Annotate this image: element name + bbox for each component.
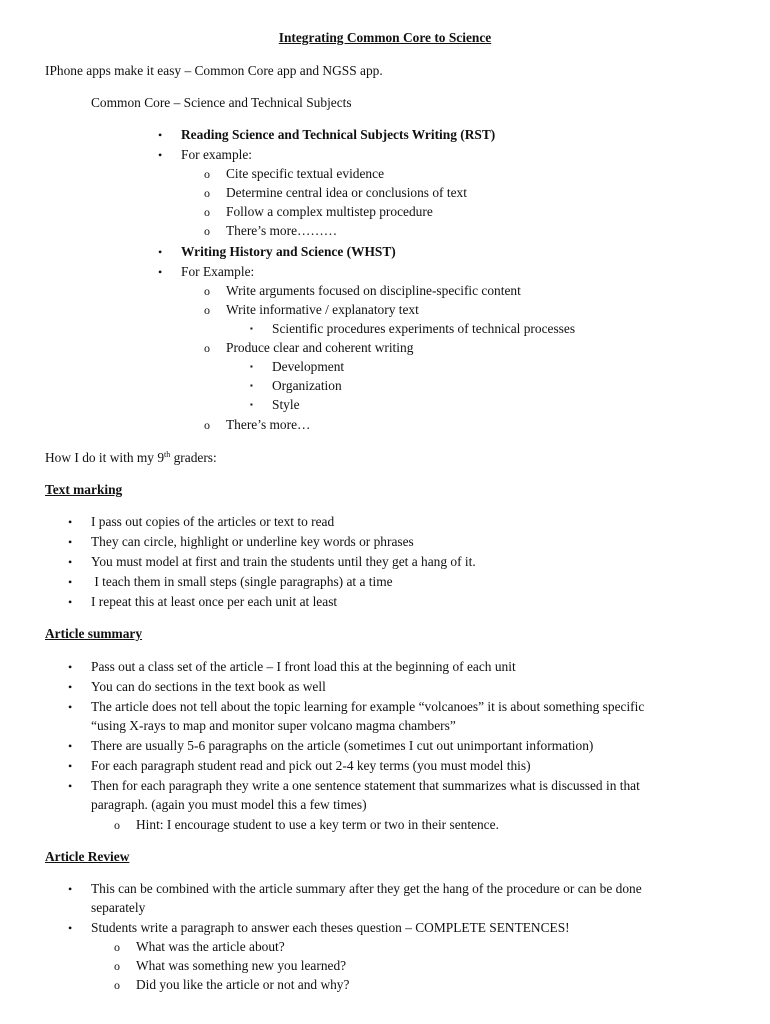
bullet-icon: • xyxy=(158,245,163,259)
list-item: Hint: I encourage student to use a key term or two in their sentence. xyxy=(136,817,499,832)
circle-bullet-icon: o xyxy=(114,818,120,832)
list-item: They can circle, highlight or underline key words or phrases xyxy=(91,534,414,549)
circle-bullet-icon: o xyxy=(114,959,120,973)
section-heading-text-marking: Text marking xyxy=(45,482,123,497)
list-item: Follow a complex multistep procedure xyxy=(226,204,433,219)
bullet-icon: • xyxy=(68,515,73,529)
list-item: Did you like the article or not and why? xyxy=(136,977,350,992)
document-title: Integrating Common Core to Science xyxy=(278,30,492,45)
list-item-continuation: “using X-rays to map and monitor super volcano magma chambers” xyxy=(91,718,456,733)
square-bullet-icon: ▪ xyxy=(250,400,253,409)
list-item-continuation: separately xyxy=(91,900,146,915)
whst-label: Writing History and Science (WHST) xyxy=(181,244,396,259)
list-item: Students write a paragraph to answer each theses question – COMPLETE SENTENCES! xyxy=(91,920,570,935)
list-item: There are usually 5-6 paragraphs on the article (sometimes I cut out unimportant information) xyxy=(91,738,594,753)
how-line-superscript: th xyxy=(164,450,171,459)
circle-bullet-icon: o xyxy=(204,418,210,432)
rst-example-label: For example: xyxy=(181,147,253,162)
bullet-icon: • xyxy=(68,595,73,609)
bullet-icon: • xyxy=(68,779,73,793)
list-item: The article does not tell about the topic learning for example “volcanoes” it is about something specific xyxy=(91,699,645,714)
whst-example-label: For Example: xyxy=(181,264,255,279)
square-bullet-icon: ▪ xyxy=(250,381,253,390)
bullet-icon: • xyxy=(68,555,73,569)
circle-bullet-icon: o xyxy=(204,341,210,355)
circle-bullet-icon: o xyxy=(204,205,210,219)
list-item: Determine central idea or conclusions of text xyxy=(226,185,467,200)
circle-bullet-icon: o xyxy=(204,284,210,298)
intro-line: IPhone apps make it easy – Common Core app and NGSS app. xyxy=(45,63,383,78)
list-item: Cite specific textual evidence xyxy=(226,166,385,181)
list-item: Write informative / explanatory text xyxy=(226,302,419,317)
square-bullet-icon: ▪ xyxy=(250,362,253,371)
bullet-icon: • xyxy=(68,575,73,589)
circle-bullet-icon: o xyxy=(114,978,120,992)
list-item: For each paragraph student read and pick out 2-4 key terms (you must model this) xyxy=(91,758,531,773)
bullet-icon: • xyxy=(68,680,73,694)
bullet-icon: • xyxy=(68,921,73,935)
list-item: Development xyxy=(272,359,345,374)
bullet-icon: • xyxy=(158,128,163,142)
list-item: I teach them in small steps (single paragraphs) at a time xyxy=(91,574,393,589)
how-line-text: How I do it with my 9 xyxy=(45,450,165,465)
list-item: There’s more……… xyxy=(226,223,338,238)
bullet-icon: • xyxy=(158,148,163,162)
common-core-heading: Common Core – Science and Technical Subjects xyxy=(91,95,352,110)
list-item: Write arguments focused on discipline-specific content xyxy=(226,283,521,298)
list-item: I pass out copies of the articles or text to read xyxy=(91,514,335,529)
list-item: Then for each paragraph they write a one sentence statement that summarizes what is discussed in that xyxy=(91,778,640,793)
list-item-continuation: paragraph. (again you must model this a few times) xyxy=(91,797,367,812)
list-item: Organization xyxy=(272,378,342,393)
list-item: This can be combined with the article summary after they get the hang of the procedure or can be done xyxy=(91,881,642,896)
list-item: Produce clear and coherent writing xyxy=(226,340,414,355)
list-item: Pass out a class set of the article – I front load this at the beginning of each unit xyxy=(91,659,516,674)
rst-label: Reading Science and Technical Subjects Writing (RST) xyxy=(181,127,496,142)
list-item: You must model at first and train the students until they get a hang of it. xyxy=(91,554,476,569)
square-bullet-icon: ▪ xyxy=(250,324,253,333)
list-item: You can do sections in the text book as well xyxy=(91,679,326,694)
list-item: Scientific procedures experiments of technical processes xyxy=(272,321,576,336)
bullet-icon: • xyxy=(68,739,73,753)
circle-bullet-icon: o xyxy=(204,224,210,238)
list-item: Style xyxy=(272,397,300,412)
circle-bullet-icon: o xyxy=(204,167,210,181)
section-heading-article-summary: Article summary xyxy=(45,626,143,641)
list-item: There’s more… xyxy=(226,417,311,432)
circle-bullet-icon: o xyxy=(114,940,120,954)
list-item: What was something new you learned? xyxy=(136,958,347,973)
circle-bullet-icon: o xyxy=(204,303,210,317)
list-item: I repeat this at least once per each unit at least xyxy=(91,594,338,609)
how-line xyxy=(45,449,217,467)
circle-bullet-icon: o xyxy=(204,186,210,200)
bullet-icon: • xyxy=(68,660,73,674)
bullet-icon: • xyxy=(68,535,73,549)
list-item: What was the article about? xyxy=(136,939,285,954)
bullet-icon: • xyxy=(68,700,73,714)
section-heading-article-review: Article Review xyxy=(45,849,130,864)
bullet-icon: • xyxy=(68,759,73,773)
bullet-icon: • xyxy=(68,882,73,896)
bullet-icon: • xyxy=(158,265,163,279)
how-line-text-end: graders: xyxy=(170,450,217,465)
